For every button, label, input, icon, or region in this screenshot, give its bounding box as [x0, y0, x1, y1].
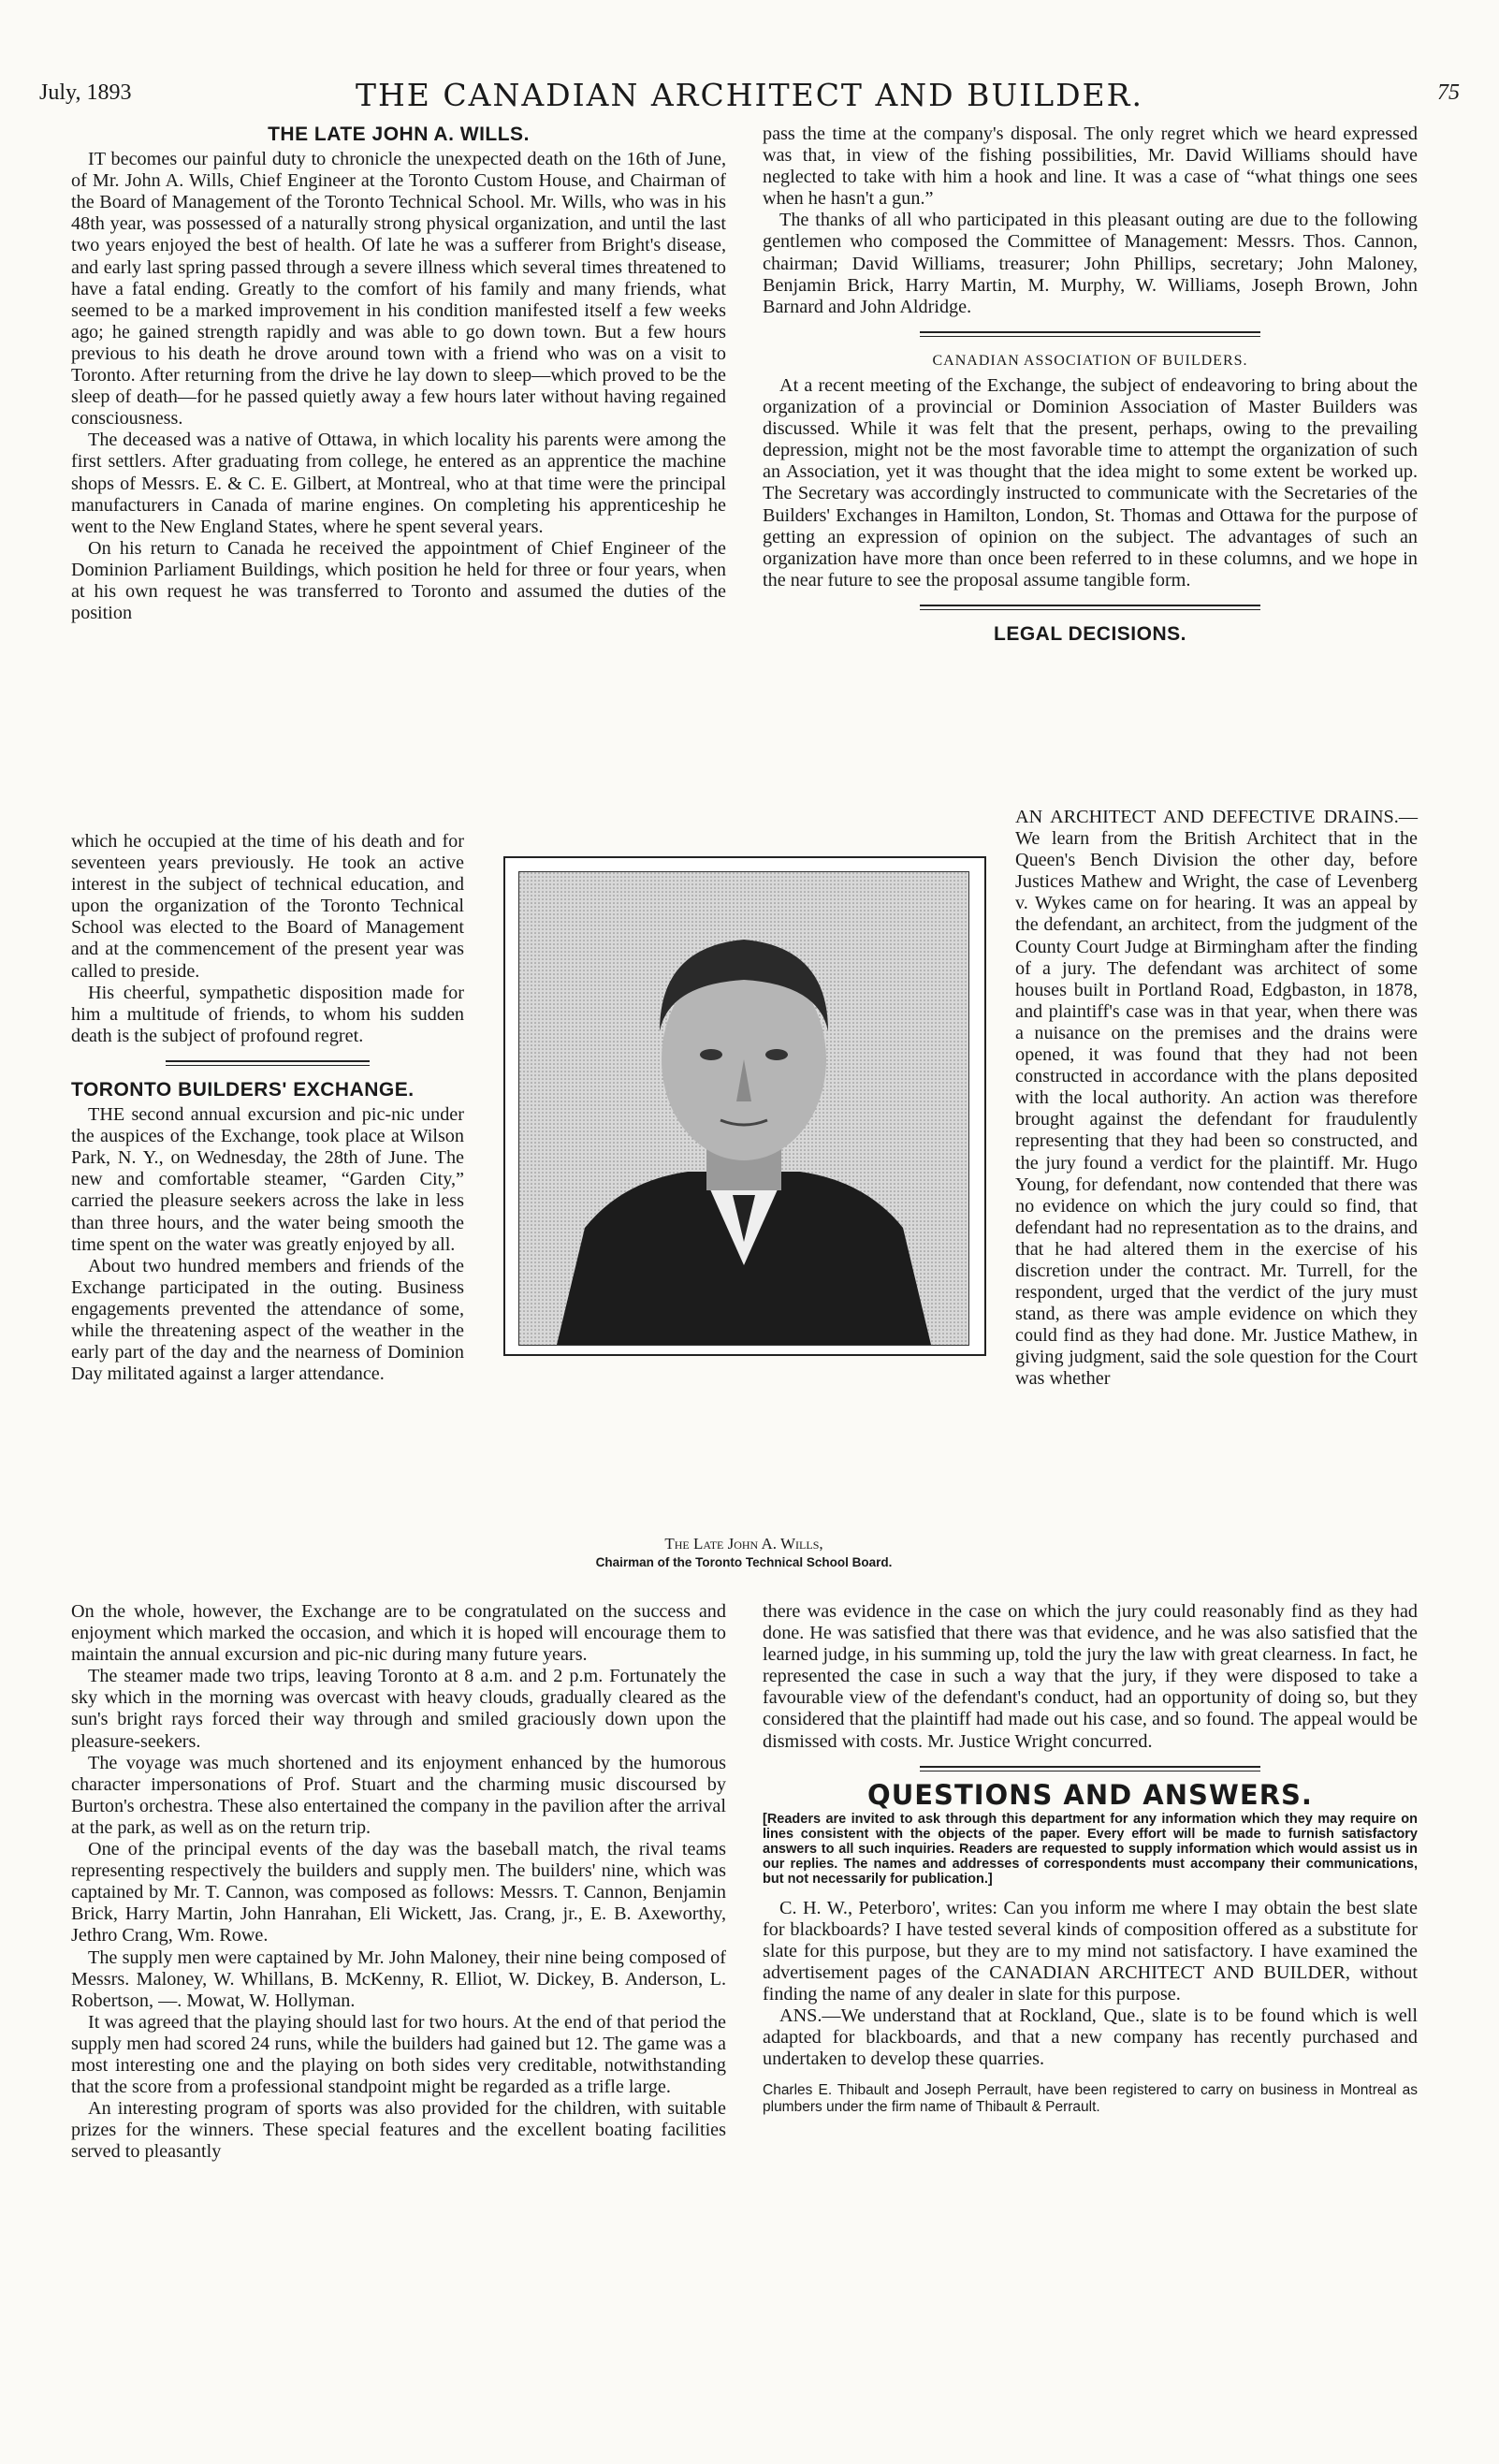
qa-question: C. H. W., Peterboro', writes: Can you inform me where I may obtain the best slate for blackboards? I have tested several kinds of composition offered as a substitute for slate for this purpose, but they are to my mind not satisfactory. I have examined the advertisement pages of the CANADIAN ARCHITECT AND BUILDER, without finding the name of any dealer in slate for this purpose. [763, 1897, 1418, 2005]
exchange-paragraph: An interesting program of sports was also provided for the children, with suitable prizes for the winners. These special features and the excellent boating facilities served to pleasantly [71, 2098, 726, 2163]
issue-date: July, 1893 [39, 80, 132, 105]
right-narrow-column [1015, 807, 1418, 1391]
qa-title: QUESTIONS AND ANSWERS. [867, 1778, 1313, 1811]
divider [920, 1766, 1260, 1771]
association-title: CANADIAN ASSOCIATION OF BUILDERS. [932, 352, 1248, 369]
wills-paragraph: which he occupied at the time of his death and for seventeen years previously. He took an active interest in the subject of technical education, and upon the organization of the Toronto Technical School was elected to the Board of Management and at the commencement of the present year was called to preside. [71, 831, 464, 982]
exchange-paragraph: THE second annual excursion and pic-nic under the auspices of the Exchange, took place at Wilson Park, N. Y., on Wednesday, the 28th of June. The new and comfortable steamer, “Garden City,” carried the pleasure seekers across the lake in less than three hours, and the water being smooth the time spent on the water was greatly enjoyed by all. [71, 1104, 464, 1255]
exchange-title: TORONTO BUILDERS' EXCHANGE. [71, 1078, 415, 1101]
exchange-paragraph: The thanks of all who participated in this pleasant outing are due to the following gentlemen who composed the Committee of Management: Messrs. Thos. Cannon, chairman; David Williams, treasurer; John Phillips, secretary; John Maloney, Benjamin Brick, Harry Martin, M. Murphy, W. Williams, Joseph Brown, John Barnard and John Aldridge. [763, 210, 1418, 317]
exchange-paragraph: pass the time at the company's disposal. The only regret which we heard expressed was that, in view of the fishing possibilities, Mr. David Williams should have neglected to take with him a hook and line. It was a case of “what things one sees when he hasn't a gun.” [763, 124, 1418, 210]
figure-subcaption: Chairman of the Toronto Technical School Board. [595, 1555, 893, 1569]
legal-paragraph [1015, 807, 1418, 1391]
wills-paragraph: On his return to Canada he received the appointment of Chief Engineer of the Dominion Parliament Buildings, which position he held for three or four years, when at his own request he was transferred to Toronto and assumed the duties of the position [71, 537, 726, 624]
wills-paragraph: His cheerful, sympathetic disposition made for him a multitude of friends, to whom his sudden death is the subject of profound regret. [71, 982, 464, 1046]
legal-title: LEGAL DECISIONS. [994, 622, 1186, 645]
exchange-paragraph: One of the principal events of the day was the baseball match, the rival teams representing respectively the builders and supply men. The builders' nine, which was captained by Mr. T. Cannon, was composed as follows: Messrs. T. Cannon, Benjamin Brick, Harry Martin, John Hanrahan, Eli Wickett, Jas. Crang, jr., E. B. Axeworthy, Jethro Crang, Wm. Rowe. [71, 1839, 726, 1946]
wills-paragraph: IT becomes our painful duty to chronicle the unexpected death on the 16th of June, of Mr. John A. Wills, Chief Engineer at the Toronto Custom House, and Chairman of the Board of Management of the Toronto Technical School. Mr. Wills, who was in his 48th year, was possessed of a naturally strong physical organization, and until the last two years enjoyed the best of health. Of late he was a sufferer from Bright's disease, and early last spring passed through a severe illness which several times threatened to have a fatal ending. Greatly to the comfort of his family and many friends, what seemed to be a marked improvement in his condition manifested itself a few weeks ago; he gained strength rapidly and was able to go down town. But a few hours previous to his death he drove around town with a friend who was on a visit to Toronto. After returning from the drive he lay down to sleep—which proved to be the sleep of death—for he passed quietly away a few hours later without having regained consciousness. [71, 149, 726, 430]
left-column [71, 124, 726, 624]
exchange-paragraph: The steamer made two trips, leaving Toronto at 8 a.m. and 2 p.m. Fortunately the sky which in the morning was overcast with heavy clouds, gradually cleared as the sun's bright rays forced their way through and smiled graciously down upon the pleasure-seekers. [71, 1666, 726, 1752]
legal-lead: AN ARCHITECT AND DEFECTIVE DRAINS. [1015, 807, 1399, 827]
masthead-title: THE CANADIAN ARCHITECT AND BUILDER. [356, 77, 1143, 113]
left-lower-column [71, 1601, 726, 2163]
wills-paragraph: The deceased was a native of Ottawa, in which locality his parents were among the first settlers. After graduating from college, he entered as an apprentice the machine shops of Messrs. E. & C. E. Gilbert, at Montreal, who at that time were the principal manufacturers in Canada of marine engines. On completing his apprenticeship he went to the New England States, where he spent several years. [71, 430, 726, 537]
qa-note: [Readers are invited to ask through this department for any information which they may require on lines consistent with the objects of the paper. Every effort will be made to furnish satisfactory answers to all such inquiries. Readers are requested to supply information which would assist us in our replies. The names and addresses of correspondents must accompany their communications, but not necessarily for publication.] [763, 1811, 1418, 1887]
footnote: Charles E. Thibault and Joseph Perrault, have been registered to carry on business in Montreal as plumbers under the firm name of Thibault & Perrault. [763, 2081, 1418, 2115]
divider [920, 331, 1260, 337]
wills-title: THE LATE JOHN A. WILLS. [268, 124, 530, 145]
exchange-paragraph: On the whole, however, the Exchange are to be congratulated on the success and enjoyment which marked the occasion, and which it is hoped will encourage them to maintain the annual excursion and pic-nic during many future years. [71, 1601, 726, 1666]
legal-text: —We learn from the British Architect that in the Queen's Bench Division the other day, before Justices Mathew and Wright, the case of Levenberg v. Wykes came on for hearing. It was an appeal by the defendant, an architect, from the judgment of the County Court Judge at Birmingham after the finding of a jury. The defendant was architect of some houses built in Portland Road, Edgbaston, in 1878, and plaintiff's case was in that year, when there was a nuisance on the premises and the drains were opened, it was found that they had not been constructed in accordance with the plans deposited with the local authority. An action was therefore brought against the defendant for fraudulently representing that they had been so constructed, and the jury found a verdict for the plaintiff. Mr. Hugo Young, for defendant, now contended that there was no evidence on which the jury could so find, that defendant had no representation as to the drains, and that he had altered them in the exercise of his discretion under the contract. Mr. Turrell, for the respondent, urged that the verdict of the jury must stand, as there was ample evidence on which they could find as they had done. Mr. Justice Mathew, in giving judgment, said the sole question for the Court was whether [1015, 807, 1418, 1390]
right-lower-column [763, 1601, 1418, 2116]
legal-paragraph: there was evidence in the case on which the jury could reasonably find as they had done. He was satisfied that there was that evidence, and he was also satisfied that the learned judge, in his summing up, told the jury the law with great clearness. In fact, he represented the case in such a way that the jury, if they were disposed to take a favourable view of the defendant's conduct, had an opportunity of doing so, but they considered that the plaintiff had made out his case, and so found. The appeal would be dismissed with costs. Mr. Justice Wright concurred. [763, 1601, 1418, 1752]
association-paragraph: At a recent meeting of the Exchange, the subject of endeavoring to bring about the organization of a provincial or Dominion Association of Master Builders was discussed. While it was felt that the present, perhaps, owing to the prevailing depression, might not be the most favorable time to attempt the organization of such an Association, yet it was thought that the idea might to some extent be worked up. The Secretary was accordingly instructed to communicate with the Secretaries of the Builders' Exchanges in Hamilton, London, St. Thomas and Ottawa for the purpose of getting an expression of opinion on the subject. The advantages of such an organization have more than once been referred to in these columns, and we hope in the near future to see the proposal assume tangible form. [763, 374, 1418, 590]
exchange-paragraph: The supply men were captained by Mr. John Maloney, their nine being composed of Messrs. Maloney, W. Whillans, B. McKenny, R. Elliot, W. Dickey, B. Anderson, L. Robertson, —. Mowat, W. Hollyman. [71, 1946, 726, 2011]
divider [920, 605, 1260, 610]
right-column [763, 124, 1418, 649]
portrait-photo [518, 871, 969, 1346]
page-header [39, 77, 1460, 114]
qa-answer: ANS.—We understand that at Rockland, Que., slate is to be found which is well adapted for blackboards, and that a new company has recently purchased and undertaken to develop these quarries. [763, 2005, 1418, 2070]
exchange-paragraph: The voyage was much shortened and its enjoyment enhanced by the humorous character impersonations of Prof. Stuart and the charming music discoursed by Burton's orchestra. These also entertained the company in the pavilion after the arrival at the park, as well as on the return trip. [71, 1752, 726, 1838]
divider [166, 1060, 370, 1066]
portrait-figure [503, 856, 986, 1356]
portrait-illustration [519, 872, 968, 1345]
exchange-paragraph: It was agreed that the playing should last for two hours. At the end of that period the supply men had scored 24 runs, while the builders had gained but 12. The game was a most interesting one and the playing on both sides very creditable, notwithstanding that the score from a professional standpoint might be regarded as a trifle large. [71, 2011, 726, 2098]
page-number: 75 [1437, 80, 1460, 105]
figure-caption: The Late John A. Wills, [664, 1535, 823, 1553]
exchange-paragraph: About two hundred members and friends of the Exchange participated in the outing. Business engagements prevented the attendance of some, while the threatening aspect of the weather in the early part of the day and the nearness of Dominion Day militated against a larger attendance. [71, 1255, 464, 1385]
left-narrow-column [71, 831, 464, 1385]
